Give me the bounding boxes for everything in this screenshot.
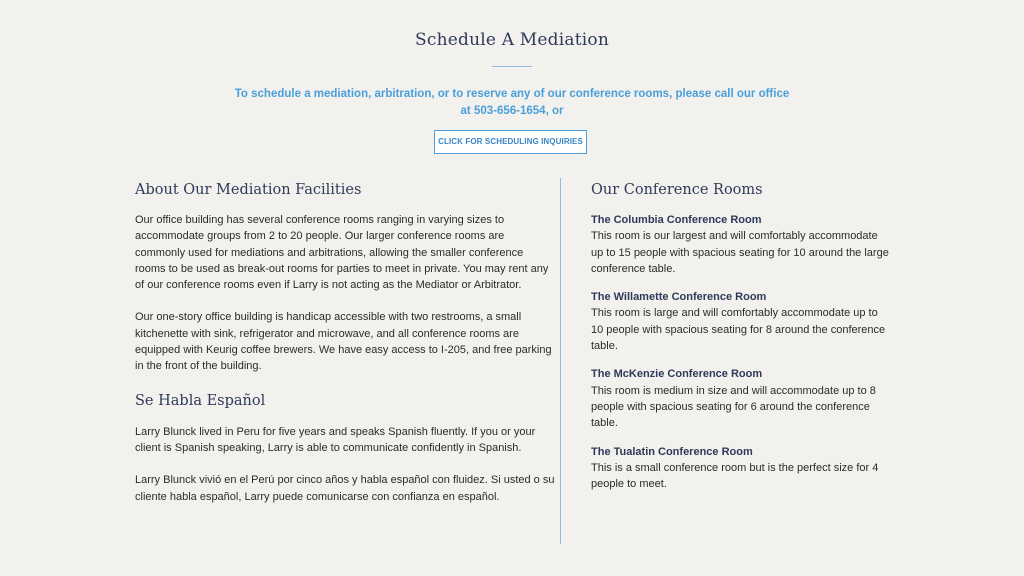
left-column <box>135 178 555 505</box>
room-description: This room is large and will comfortably accommodate up to 10 people with spacious seating for 8 around the conference table. <box>591 307 886 353</box>
spanish-heading: Se Habla Español <box>135 392 266 409</box>
room-name: The McKenzie Conference Room <box>591 368 763 381</box>
right-column <box>591 178 891 492</box>
scheduling-intro-text: To schedule a mediation, arbitration, or to reserve any of our conference rooms, please call our office at 503-656-1654, or <box>234 88 790 117</box>
room-columbia <box>591 212 891 277</box>
spanish-paragraph-1: Larry Blunck lived in Peru for five years and speaks Spanish fluently. If you or your client is Spanish speaking, Larry is able to communicate confidently in Spanish. <box>135 425 536 454</box>
scheduling-inquiries-button[interactable]: CLICK FOR SCHEDULING INQUIRIES <box>434 130 587 154</box>
room-description: This room is medium in size and will accommodate up to 8 people with spacious seating for 6 around the conference table. <box>591 384 876 430</box>
room-description: This is a small conference room but is the perfect size for 4 people to meet. <box>591 461 879 491</box>
room-name: The Willamette Conference Room <box>591 291 767 304</box>
room-mckenzie <box>591 366 891 431</box>
facilities-heading: About Our Mediation Facilities <box>135 182 362 198</box>
title-divider <box>492 66 532 67</box>
facilities-paragraph-1: Our office building has several conference rooms ranging in varying sizes to accommodate groups from 2 to 20 people. Our larger conference rooms are commonly used for mediations and arbitrations, allowing the smaller conference rooms to be used as break-out rooms for parties to meet in private. You may rent any of our conference rooms even if Larry is not acting as the Mediator or Arbitrator. <box>135 214 549 292</box>
room-description: This room is our largest and will comfortably accommodate up to 15 people with spacious seating for 10 around the large conference table. <box>591 230 889 275</box>
facilities-paragraph-2: Our one-story office building is handicap accessible with two restrooms, a small kitchenette with sink, refrigerator and microwave, and all conference rooms are equipped with Keurig coffee brewers. We have easy access to I-205, and free parking in the front of the building. <box>135 311 552 373</box>
room-name: The Tualatin Conference Room <box>591 445 753 458</box>
room-name: The Columbia Conference Room <box>591 214 762 226</box>
conference-rooms-heading: Our Conference Rooms <box>591 182 763 198</box>
page-title: Schedule A Mediation <box>415 30 609 50</box>
spanish-paragraph-2: Larry Blunck vivió en el Perú por cinco años y habla español con fluidez. Si usted o su cliente habla español, Larry puede comunicarse con confianza en español. <box>135 474 555 503</box>
room-willamette <box>591 289 891 354</box>
column-divider <box>560 178 561 544</box>
room-tualatin <box>591 444 891 493</box>
